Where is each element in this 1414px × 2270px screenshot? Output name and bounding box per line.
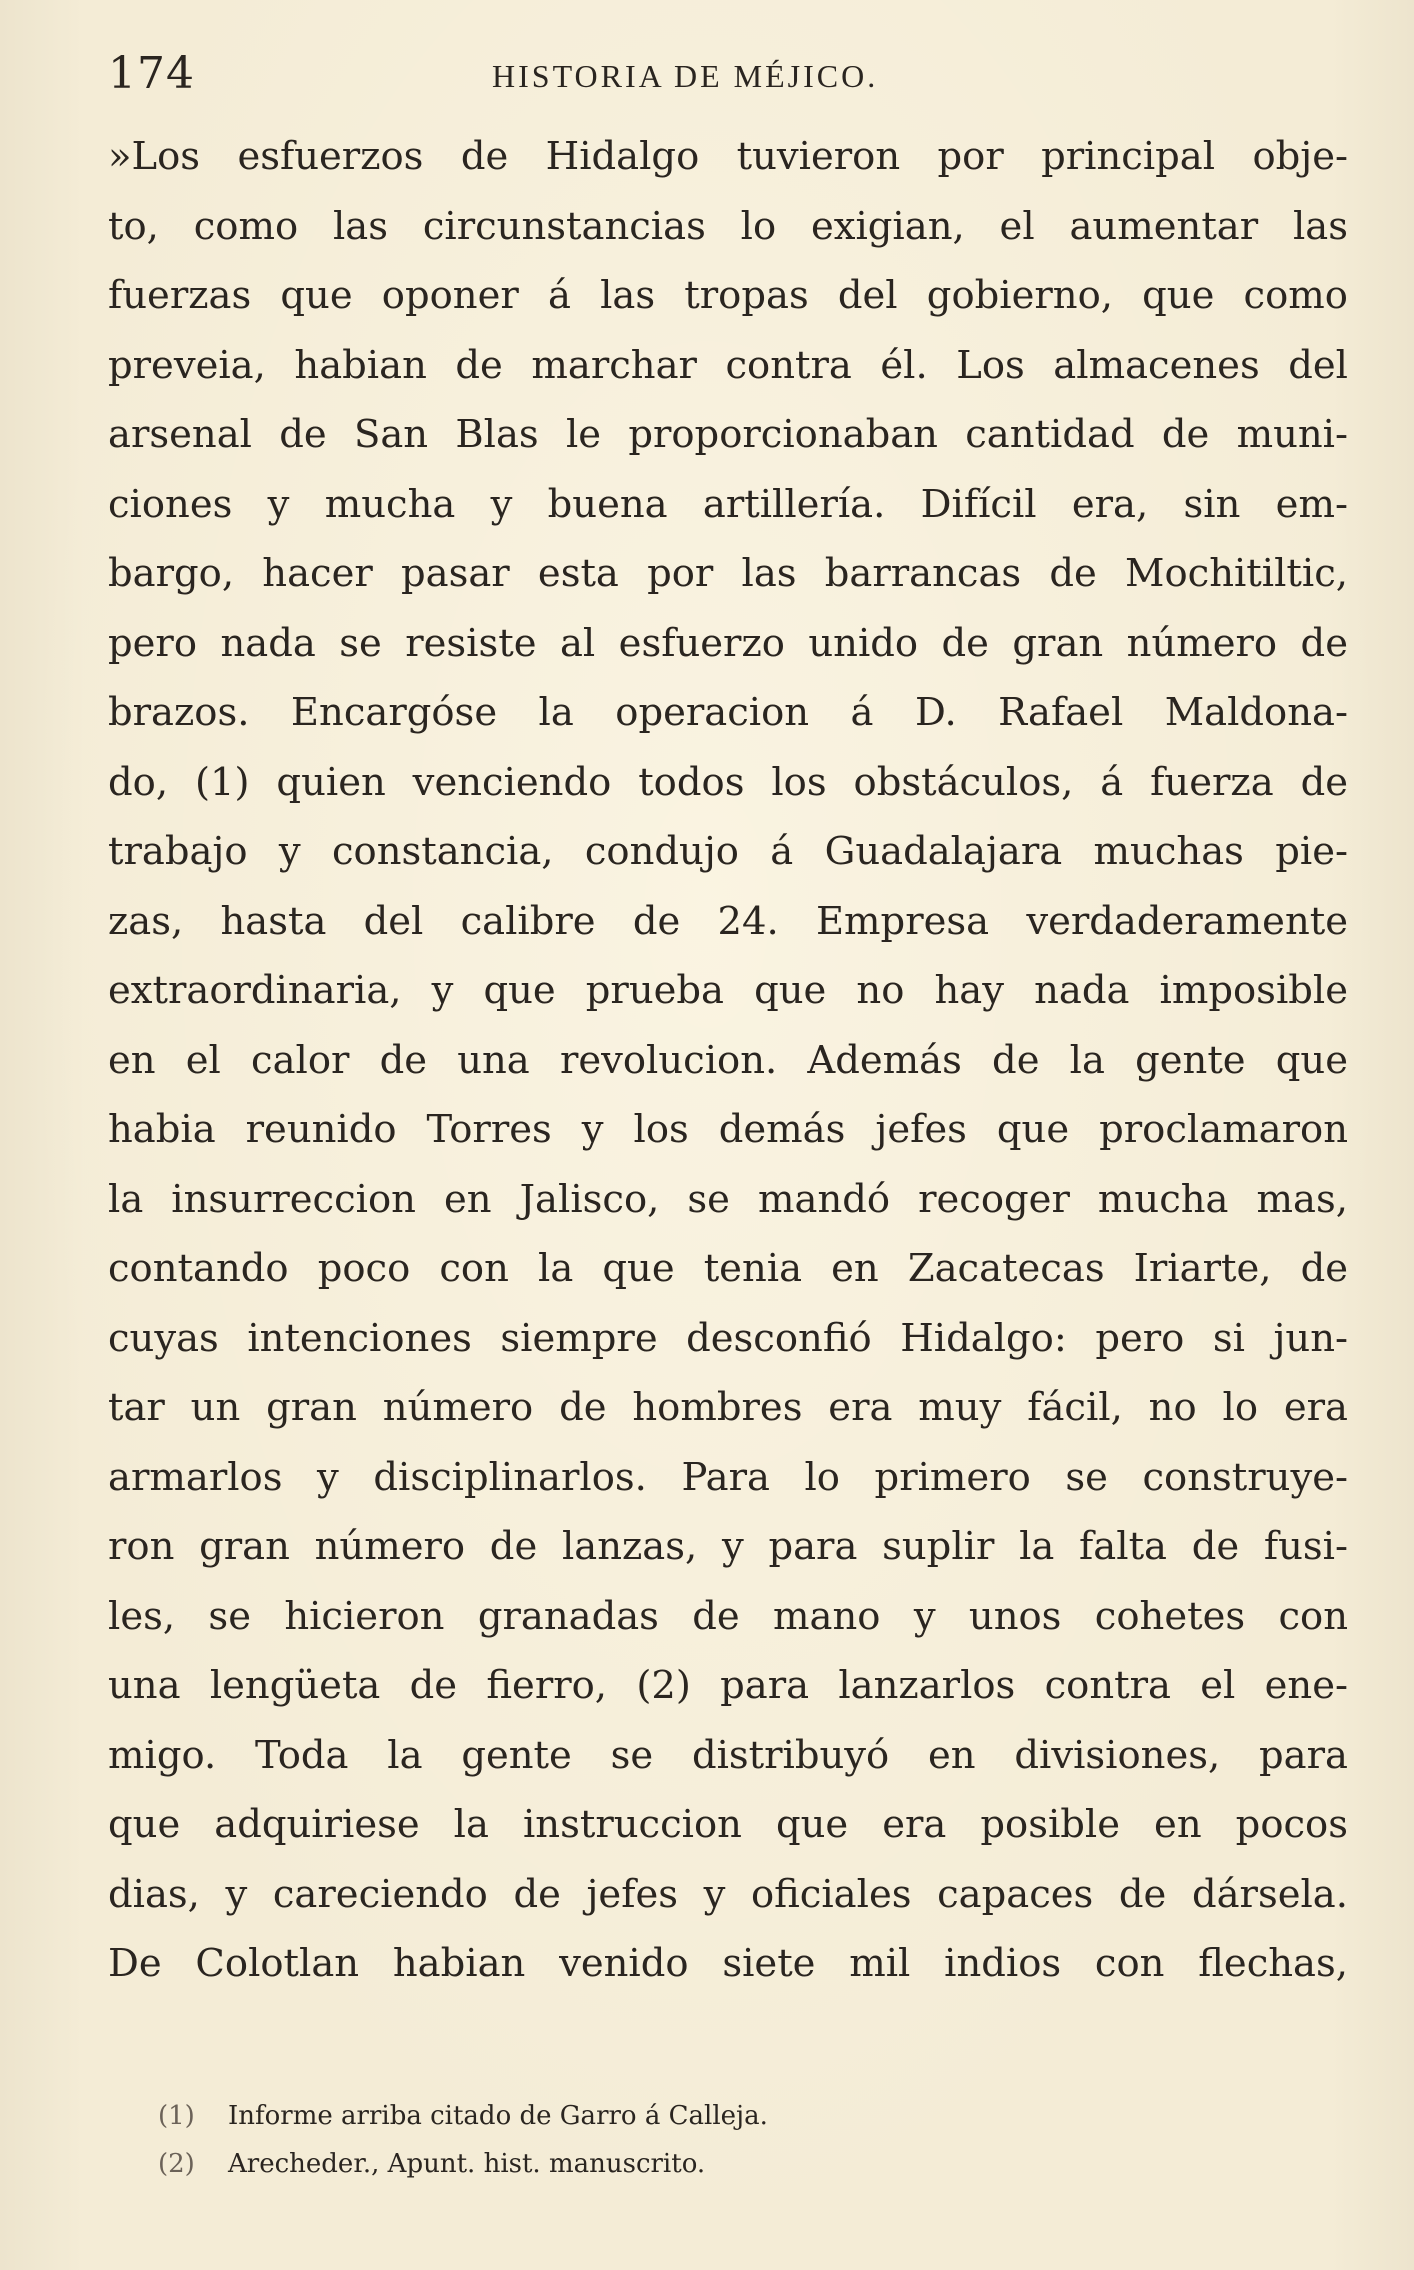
text-line: dias, y careciendo de jefes y oficiales capaces de dársela.: [108, 1871, 1348, 1917]
page-number: 174: [108, 48, 195, 99]
footnote: [158, 2092, 1058, 2140]
text-line: que adquiriese la instruccion que era posible en pocos: [108, 1802, 1348, 1847]
text-line: habia reunido Torres y los demás jefes que proclamaron: [108, 1107, 1348, 1152]
text-line: brazos. Encargóse la operacion á D. Rafael Maldona-: [108, 690, 1348, 735]
text-line: preveia, habian de marchar contra él. Los almacenes del: [108, 342, 1348, 388]
footnote: [158, 2140, 1058, 2188]
text-line: contando poco con la que tenia en Zacatecas Iriarte, de: [108, 1246, 1348, 1291]
footnote-marker: (2): [158, 2149, 195, 2179]
text-line: »Los esfuerzos de Hidalgo tuvieron por principal obje-: [108, 134, 1348, 179]
footnotes: [158, 2092, 1058, 2188]
text-line: zas, hasta del calibre de 24. Empresa verdaderamente: [108, 898, 1348, 944]
footnote-marker: (1): [158, 2101, 195, 2131]
text-line: arsenal de San Blas le proporcionaban cantidad de muni-: [108, 412, 1348, 457]
text-line: extraordinaria, y que prueba que no hay nada imposible: [108, 968, 1348, 1013]
body-text: [108, 122, 1348, 1999]
text-line: pero nada se resiste al esfuerzo unido de gran número de: [108, 620, 1348, 666]
text-line: migo. Toda la gente se distribuyó en divisiones, para: [108, 1732, 1348, 1778]
page-header: [108, 44, 1358, 104]
text-line: cuyas intenciones siempre desconfió Hidalgo: pero si jun-: [108, 1315, 1348, 1361]
text-line: to, como las circunstancias lo exigian, el aumentar las: [108, 203, 1348, 249]
text-line: fuerzas que oponer á las tropas del gobierno, que como: [108, 273, 1348, 318]
footnote-text: Arecheder., Apunt. hist. manuscrito.: [228, 2149, 706, 2179]
running-title: HISTORIA DE MÉJICO.: [492, 58, 879, 94]
text-line: tar un gran número de hombres era muy fácil, no lo era: [108, 1385, 1348, 1430]
text-line: una lengüeta de fierro, (2) para lanzarlos contra el ene-: [108, 1663, 1348, 1708]
text-line: ron gran número de lanzas, y para suplir la falta de fusi-: [108, 1524, 1348, 1569]
text-line: De Colotlan habian venido siete mil indios con flechas,: [108, 1941, 1348, 1986]
footnote-text: Informe arriba citado de Garro á Calleja.: [228, 2101, 768, 2131]
text-line: la insurreccion en Jalisco, se mandó recoger mucha mas,: [108, 1176, 1348, 1222]
text-line: les, se hicieron granadas de mano y unos cohetes con: [108, 1593, 1348, 1639]
text-line: armarlos y disciplinarlos. Para lo primero se construye-: [108, 1454, 1348, 1500]
text-line: ciones y mucha y buena artillería. Difícil era, sin em-: [108, 481, 1348, 527]
text-line: bargo, hacer pasar esta por las barrancas de Mochitiltic,: [108, 551, 1348, 596]
text-line: do, (1) quien venciendo todos los obstáculos, á fuerza de: [108, 759, 1348, 805]
text-line: en el calor de una revolucion. Además de la gente que: [108, 1037, 1348, 1083]
text-line: trabajo y constancia, condujo á Guadalajara muchas pie-: [108, 829, 1348, 874]
